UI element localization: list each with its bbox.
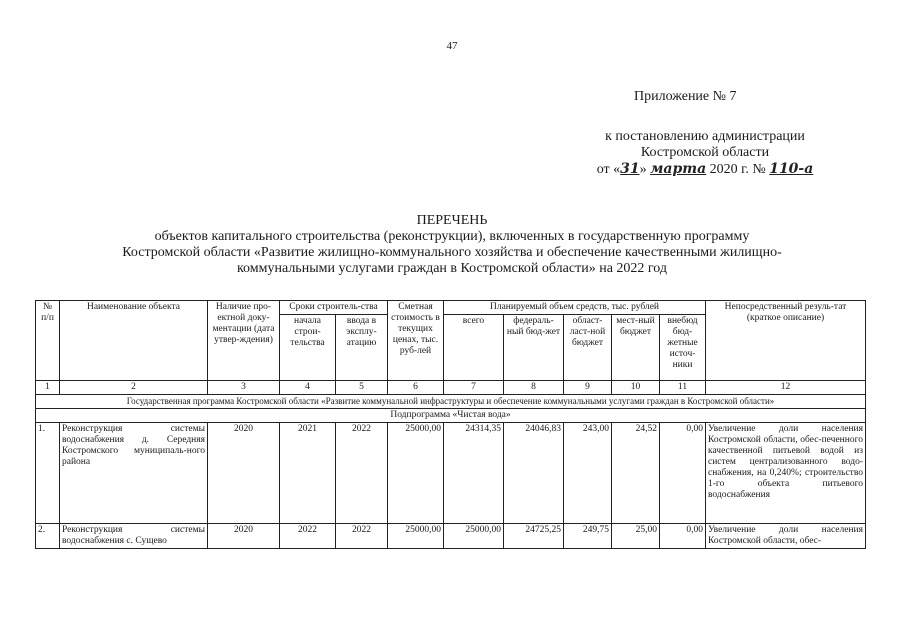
- document-title: [60, 213, 844, 277]
- program-title: Государственная программа Костромской области «Развитие коммунальной инфраструктуры и обеспечение коммунальными услугами граждан в Костромской области»: [36, 395, 866, 409]
- row-docs: 2020: [208, 524, 280, 549]
- decree-line-1: к постановлению администрации: [605, 129, 805, 144]
- col-number: 6: [388, 381, 444, 395]
- header-total: всего: [444, 315, 504, 381]
- row-docs: 2020: [208, 423, 280, 524]
- handwritten-number: 110-а: [769, 161, 814, 177]
- col-number: 8: [504, 381, 564, 395]
- col-number: 7: [444, 381, 504, 395]
- row-cost: 25000,00: [388, 524, 444, 549]
- table-row: [36, 524, 866, 549]
- col-number: 9: [564, 381, 612, 395]
- row-federal: 24725,25: [504, 524, 564, 549]
- decree-date-line: [590, 161, 820, 178]
- header-offbudget: внебюд бюд-жетные источ-ники: [660, 315, 706, 381]
- title-line-2: Костромской области «Развитие жилищно-коммунального хозяйства и обеспечение качественными жилищно-: [122, 245, 782, 260]
- col-number: 12: [706, 381, 866, 395]
- row-start: 2022: [280, 524, 336, 549]
- subprogram-row: [36, 409, 866, 423]
- header-start: начала строи-тельства: [280, 315, 336, 381]
- table-row: [36, 423, 866, 524]
- header-cost: Сметная стоимость в текущих ценах, тыс. руб-лей: [388, 301, 444, 381]
- col-number: 3: [208, 381, 280, 395]
- handwritten-month: марта: [650, 161, 707, 177]
- decree-line-2: Костромской области: [640, 145, 770, 160]
- title-heading: ПЕРЕЧЕНЬ: [416, 213, 488, 228]
- header-terms: Сроки строитель-ства: [280, 301, 388, 315]
- header-regional: област-ласт-ной бюджет: [564, 315, 612, 381]
- row-name: Реконструкция системы водоснабжения с. Сущево: [60, 524, 208, 549]
- date-prefix: от «: [596, 162, 621, 177]
- col-number: 4: [280, 381, 336, 395]
- row-federal: 24046,83: [504, 423, 564, 524]
- title-line-1: объектов капитального строительства (реконструкции), включенных в государственную программу: [154, 229, 750, 244]
- decree-year: 2020 г. №: [709, 162, 766, 177]
- row-regional: 249,75: [564, 524, 612, 549]
- col-number: 10: [612, 381, 660, 395]
- header-local: мест-ный бюджет: [612, 315, 660, 381]
- row-commission: 2022: [336, 423, 388, 524]
- row-cost: 25000,00: [388, 423, 444, 524]
- row-local: 24,52: [612, 423, 660, 524]
- row-result: Увеличение доли населения Костромской области, обес-печенного качественной питьевой водой из систем централизованного водо-снабжения, на 0,240%; строительство 1-го объекта питьевого водоснабжения: [706, 423, 866, 524]
- header-docs: Наличие про-ектной доку-ментации (дата утвер-ждения): [208, 301, 280, 381]
- title-line-3: коммунальными услугами граждан в Костромской области» на 2022 год: [236, 261, 668, 276]
- column-number-row: [36, 381, 866, 395]
- date-mid: »: [639, 162, 647, 177]
- row-result: Увеличение доли населения Костромской области, обес-: [706, 524, 866, 549]
- header-name: Наименование объекта: [60, 301, 208, 381]
- header-planned: Планируемый объем средств, тыс. рублей: [444, 301, 706, 315]
- row-offbudget: 0,00: [660, 423, 706, 524]
- subprogram-title: Подпрограмма «Чистая вода»: [36, 409, 866, 423]
- col-number: 2: [60, 381, 208, 395]
- handwritten-day: 31: [620, 161, 640, 177]
- decree-reference: [590, 129, 820, 178]
- appendix-label: Приложение № 7: [634, 89, 737, 104]
- header-num: № п/п: [36, 301, 60, 381]
- row-start: 2021: [280, 423, 336, 524]
- program-row: [36, 395, 866, 409]
- col-number: 11: [660, 381, 706, 395]
- row-total: 25000,00: [444, 524, 504, 549]
- row-name: Реконструкция системы водоснабжения д. Середняя Костромского муниципаль-ного района: [60, 423, 208, 524]
- header-federal: федераль-ный бюд-жет: [504, 315, 564, 381]
- col-number: 1: [36, 381, 60, 395]
- row-num: 2.: [36, 524, 60, 549]
- header-result: Непосредственный резуль-тат (краткое описание): [706, 301, 866, 381]
- objects-table: [35, 300, 866, 549]
- row-local: 25,00: [612, 524, 660, 549]
- col-number: 5: [336, 381, 388, 395]
- row-num: 1.: [36, 423, 60, 524]
- page-number: 47: [446, 40, 458, 52]
- row-commission: 2022: [336, 524, 388, 549]
- row-regional: 243,00: [564, 423, 612, 524]
- header-commission: ввода в эксплу-атацию: [336, 315, 388, 381]
- row-offbudget: 0,00: [660, 524, 706, 549]
- header-row-1: [36, 301, 866, 315]
- row-total: 24314,35: [444, 423, 504, 524]
